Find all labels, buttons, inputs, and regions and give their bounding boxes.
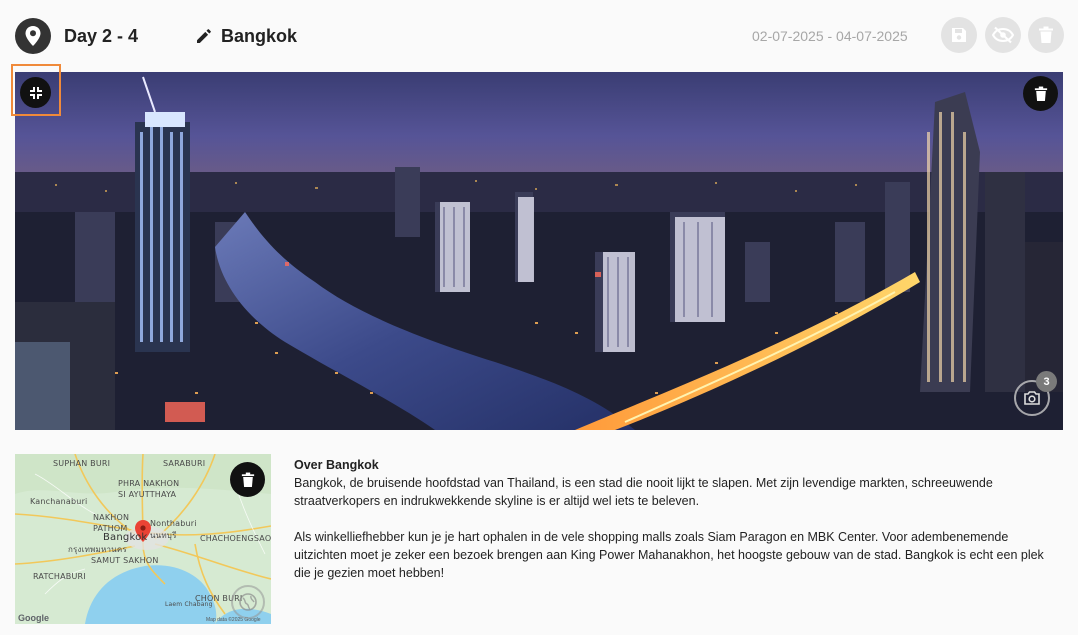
trash-icon	[1034, 86, 1048, 102]
description-title: Over Bangkok	[294, 458, 379, 472]
collapse-icon	[29, 86, 43, 100]
map-label-nonthaburi-thai: นนทบุรี	[150, 531, 177, 540]
map-label-bangkok-thai: กรุงเทพมหานคร	[68, 545, 127, 554]
map-label-bangkok: Bangkok	[103, 532, 148, 543]
map-label-kanchanaburi: Kanchanaburi	[30, 497, 88, 506]
hide-button[interactable]	[985, 17, 1021, 53]
map-label-samut-sakhon: SAMUT SAKHON	[91, 556, 159, 565]
trash-icon	[241, 472, 255, 488]
delete-map-button[interactable]	[230, 462, 265, 497]
day-header	[0, 0, 1078, 72]
google-logo: Google	[18, 613, 49, 623]
description-paragraph-1: Bangkok, de bruisende hoofdstad van Thailand, is een stad die nooit lijkt te slapen. Met zijn levendige markten, schreeuwende straatverkopers en indrukwekkende skyline is er altijd wel iets te beleven.	[294, 476, 993, 508]
map-credit: Map data ©2025 Google	[206, 617, 261, 623]
eye-off-icon	[992, 26, 1014, 44]
day-range-title: Day 2 - 4	[64, 26, 139, 46]
map-label-ratchaburi: RATCHABURI	[33, 572, 86, 581]
map-label-phra-nakhon: PHRA NAKHON	[118, 479, 180, 488]
map-pin-icon	[15, 18, 51, 54]
save-button[interactable]	[941, 17, 977, 53]
map-label-si-ayutthaya: SI AYUTTHAYA	[118, 490, 177, 499]
date-range: 02-07-2025 - 04-07-2025	[752, 28, 908, 44]
map-location-button[interactable]	[231, 585, 265, 619]
map-label-chon-buri: CHON BURI	[195, 594, 243, 603]
pencil-icon[interactable]	[195, 27, 213, 45]
collapse-image-button[interactable]	[20, 77, 51, 108]
map-label-pathom: PATHOM	[93, 524, 128, 533]
city-description	[294, 456, 1054, 582]
map-label-chachoengsao: CHACHOENGSAO	[200, 534, 272, 543]
map-label-laem-chabang: Laem Chabang	[165, 601, 213, 608]
save-icon	[950, 26, 968, 44]
trash-icon	[1038, 26, 1054, 44]
city-hero-image	[15, 72, 1063, 430]
globe-pin-icon	[238, 592, 258, 612]
delete-day-button[interactable]	[1028, 17, 1064, 53]
city-title[interactable]: Bangkok	[221, 26, 298, 46]
map-label-nakhon: NAKHON	[93, 513, 130, 522]
camera-icon	[1023, 390, 1041, 406]
photo-count-badge: 3	[1036, 371, 1057, 392]
map-label-saraburi: SARABURI	[163, 459, 206, 468]
description-paragraph-2: Als winkelliefhebber kun je je hart ophalen in de vele shopping malls zoals Siam Paragon en MBK Center. Voor adembenemende uitzichten moet je zeker een bezoek brengen aan King Power Mahanakhon, het hoogste gebouw van de stad. Bangkok is echt een plek die je gezien moet hebben!	[294, 530, 1044, 580]
map-label-suphan-buri: SUPHAN BURI	[53, 459, 111, 468]
map-label-nonthaburi: Nonthaburi	[150, 519, 197, 528]
delete-image-button[interactable]	[1023, 76, 1058, 111]
